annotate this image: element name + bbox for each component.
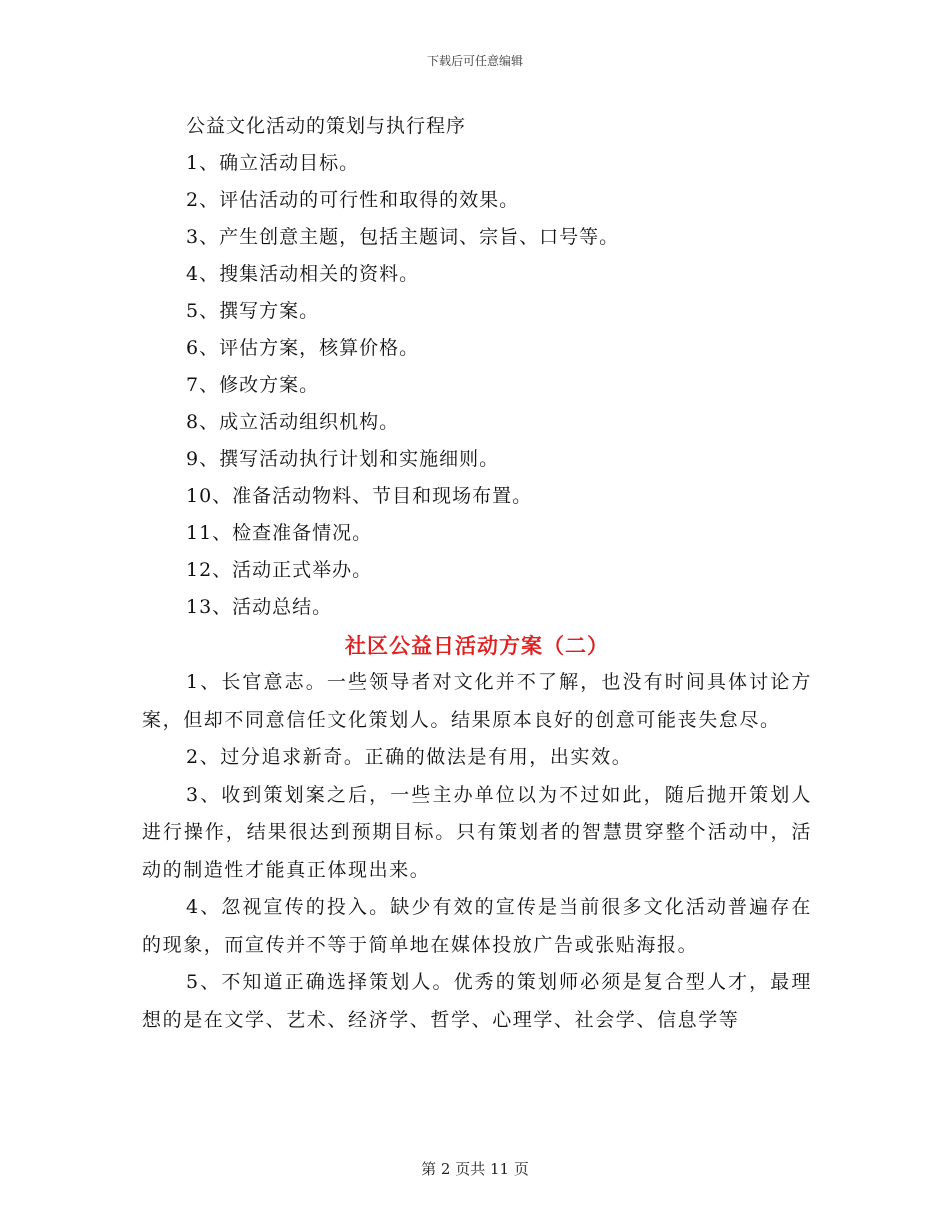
procedure-step: 5、撰写方案。 [186,300,320,322]
intro-title: 公益文化活动的策划与执行程序 [186,115,467,137]
procedure-step: 10、准备活动物料、节目和现场布置。 [186,485,533,507]
procedure-step: 3、产生创意主题，包括主题词、宗旨、口号等。 [186,226,620,248]
procedure-step: 1、确立活动目标。 [186,152,360,174]
procedure-step: 12、活动正式举办。 [186,559,373,581]
procedure-step: 13、活动总结。 [186,596,333,618]
procedure-step: 4、搜集活动相关的资料。 [186,263,420,285]
procedure-step: 9、撰写活动执行计划和实施细则。 [186,448,500,470]
page-header-note: 下载后可任意编辑 [426,54,523,68]
procedure-step: 7、修改方案。 [186,374,320,396]
section-paragraph: 2、过分追求新奇。正确的做法是有用，出实效。 [186,746,633,768]
section-paragraph: 3、收到策划案之后，一些主办单位以为不过如此，随后抛开策划人进行操作，结果很达到预期目标。只有策划者的智慧贯穿整个活动中，活动的制造性才能真正体现出来。 [142,783,812,881]
section-title: 社区公益日活动方案（二） [345,634,609,658]
procedure-step: 11、检查准备情况。 [186,522,373,544]
section-paragraph: 5、不知道正确选择策划人。优秀的策划师必须是复合型人才，最理想的是在文学、艺术、经济学、哲学、心理学、社会学、信息学等 [142,971,812,1031]
procedure-step: 8、成立活动组织机构。 [186,411,400,433]
section-paragraph: 1、长官意志。一些领导者对文化并不了解，也没有时间具体讨论方案，但却不同意信任文化策划人。结果原本良好的创意可能丧失怠尽。 [142,671,812,731]
section-paragraph: 4、忽视宣传的投入。缺少有效的宣传是当前很多文化活动普遍存在的现象，而宣传并不等于简单地在媒体投放广告或张贴海报。 [142,896,812,956]
document-body [142,108,812,1039]
procedure-step: 6、评估方案，核算价格。 [186,337,420,359]
page-number-footer: 第 2 页共 11 页 [421,1160,529,1178]
procedure-step: 2、评估活动的可行性和取得的效果。 [186,189,520,211]
procedure-steps-list [142,145,812,626]
